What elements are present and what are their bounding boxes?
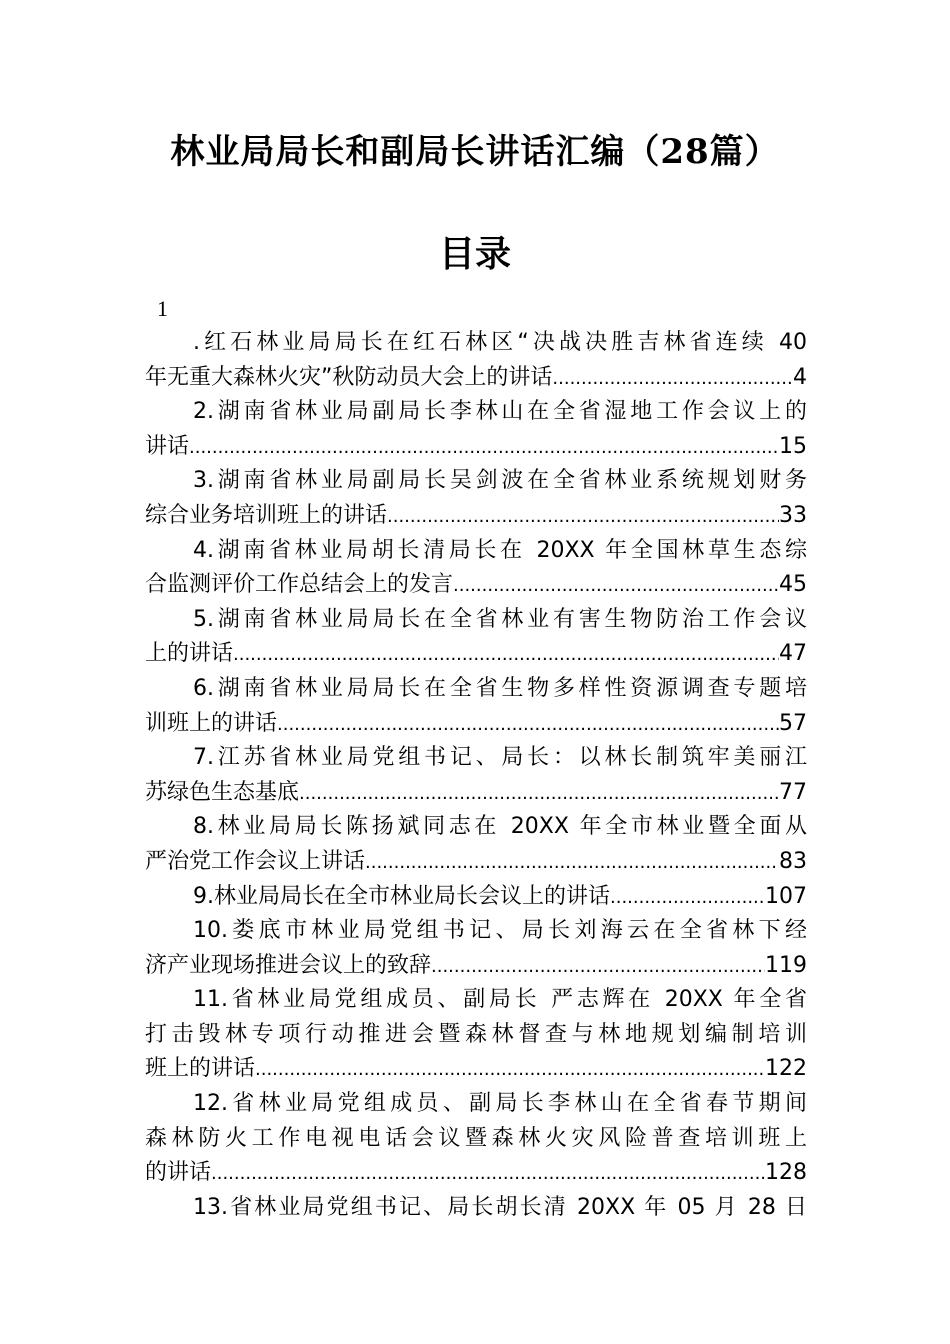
toc-entry-text: 2.湖南省林业局副局长李林山在全省湿地工作会议上的 <box>193 399 807 425</box>
toc-page-number: 128 <box>765 1160 807 1186</box>
toc-entry-text: 7.江苏省林业局党组书记、局长：以林长制筑牢美丽江 <box>193 745 807 771</box>
dot-leader <box>255 1052 765 1087</box>
toc-entry-text: 6.湖南省林业局局长在全省生物多样性资源调查专题培 <box>193 675 807 701</box>
toc-entry-text: 11.省林业局党组成员、副局长 严志辉在 20XX 年全省 <box>193 987 807 1013</box>
dot-leader <box>431 949 765 984</box>
toc-entry-text: 打击毁林专项行动推进会暨森林督查与林地规划编制培训 <box>145 1021 807 1047</box>
toc-entry-text: 9.林业局局长在全市林业局长会议上的讲话 <box>193 883 610 909</box>
toc-entry[interactable] <box>145 464 807 533</box>
toc-entry-text: 4.湖南省林业局胡长清局长在 20XX 年全国林草生态综 <box>193 537 807 563</box>
toc-entry[interactable] <box>145 983 807 1087</box>
toc-entry[interactable] <box>145 395 807 464</box>
toc-page-number: 45 <box>779 572 807 598</box>
toc-entry-text: 上的讲话 <box>145 641 234 667</box>
toc-page-number: 33 <box>779 502 807 528</box>
toc-page-number: 15 <box>779 433 807 459</box>
toc-page-number: 83 <box>779 848 807 874</box>
dot-leader <box>552 361 793 396</box>
toc-entry[interactable] <box>145 1191 807 1226</box>
toc-entry-text: 的讲话 <box>145 1160 212 1186</box>
toc-entry[interactable] <box>145 914 807 983</box>
toc-entry-text: 5.湖南省林业局局长在全省林业有害生物防治工作会议 <box>193 606 807 632</box>
toc-entry-text: 13.省林业局党组书记、局长胡长清 20XX 年 05 月 28 日 <box>193 1194 807 1220</box>
dot-leader <box>610 880 765 915</box>
toc-page-number: 107 <box>765 883 807 909</box>
toc-entry-text: 济产业现场推进会议上的致辞 <box>145 952 432 978</box>
dot-leader <box>453 568 779 603</box>
toc-entry[interactable] <box>145 672 807 741</box>
toc-entry-text: 合监测评价工作总结会上的发言 <box>145 572 454 598</box>
toc-heading: 目录 <box>438 233 511 275</box>
toc-entry-text: 8.林业局局长陈扬斌同志在 20XX 年全市林业暨全面从 <box>193 814 807 840</box>
toc-page-number: 4 <box>793 364 807 390</box>
toc-page-number: 77 <box>779 779 807 805</box>
toc-entry[interactable] <box>145 880 807 915</box>
toc-entry-text: 10.娄底市林业局党组书记、局长刘海云在全省林下经 <box>193 918 807 944</box>
toc-entry[interactable] <box>145 741 807 810</box>
toc-entry-text: 12.省林业局党组成员、副局长李林山在全省春节期间 <box>193 1091 807 1117</box>
toc-page-number: 119 <box>765 952 807 978</box>
toc-entry-text: 森林防火工作电视电话会议暨森林火灾风险普查培训班上 <box>145 1125 807 1151</box>
toc-page-number: 57 <box>779 710 807 736</box>
toc-entry-text: 苏绿色生态基底 <box>145 779 300 805</box>
toc-entry[interactable] <box>145 810 807 879</box>
toc-entry[interactable] <box>145 326 807 395</box>
toc-entry-text: 讲话 <box>145 433 190 459</box>
dot-leader <box>211 1156 765 1191</box>
toc-entry-text: 年无重大森林火灾”秋防动员大会上的讲话 <box>145 364 553 390</box>
dot-leader <box>299 776 779 811</box>
toc-entry-text: 综合业务培训班上的讲话 <box>145 502 388 528</box>
toc-page-number: 122 <box>765 1056 807 1082</box>
toc-entry[interactable] <box>145 1087 807 1191</box>
table-of-contents <box>145 326 807 1225</box>
toc-entry[interactable] <box>145 603 807 672</box>
dot-leader <box>233 637 779 672</box>
document-title: 林业局局长和副局长讲话汇编（28篇） <box>170 132 780 172</box>
toc-entry-text: 训班上的讲话 <box>145 710 278 736</box>
toc-entry-text: .红石林业局局长在红石林区“决战决胜吉林省连续 40 <box>193 330 807 355</box>
dot-leader <box>189 430 779 465</box>
toc-entry[interactable] <box>145 534 807 603</box>
toc-number-label: 1 <box>157 296 168 321</box>
toc-entry-text: 3.湖南省林业局副局长吴剑波在全省林业系统规划财务 <box>193 468 807 494</box>
toc-entry-text: 严治党工作会议上讲话 <box>145 848 366 874</box>
dot-leader <box>387 499 779 534</box>
dot-leader <box>277 707 779 742</box>
toc-page-number: 47 <box>779 641 807 667</box>
dot-leader <box>365 845 779 880</box>
toc-entry-text: 班上的讲话 <box>145 1056 256 1082</box>
